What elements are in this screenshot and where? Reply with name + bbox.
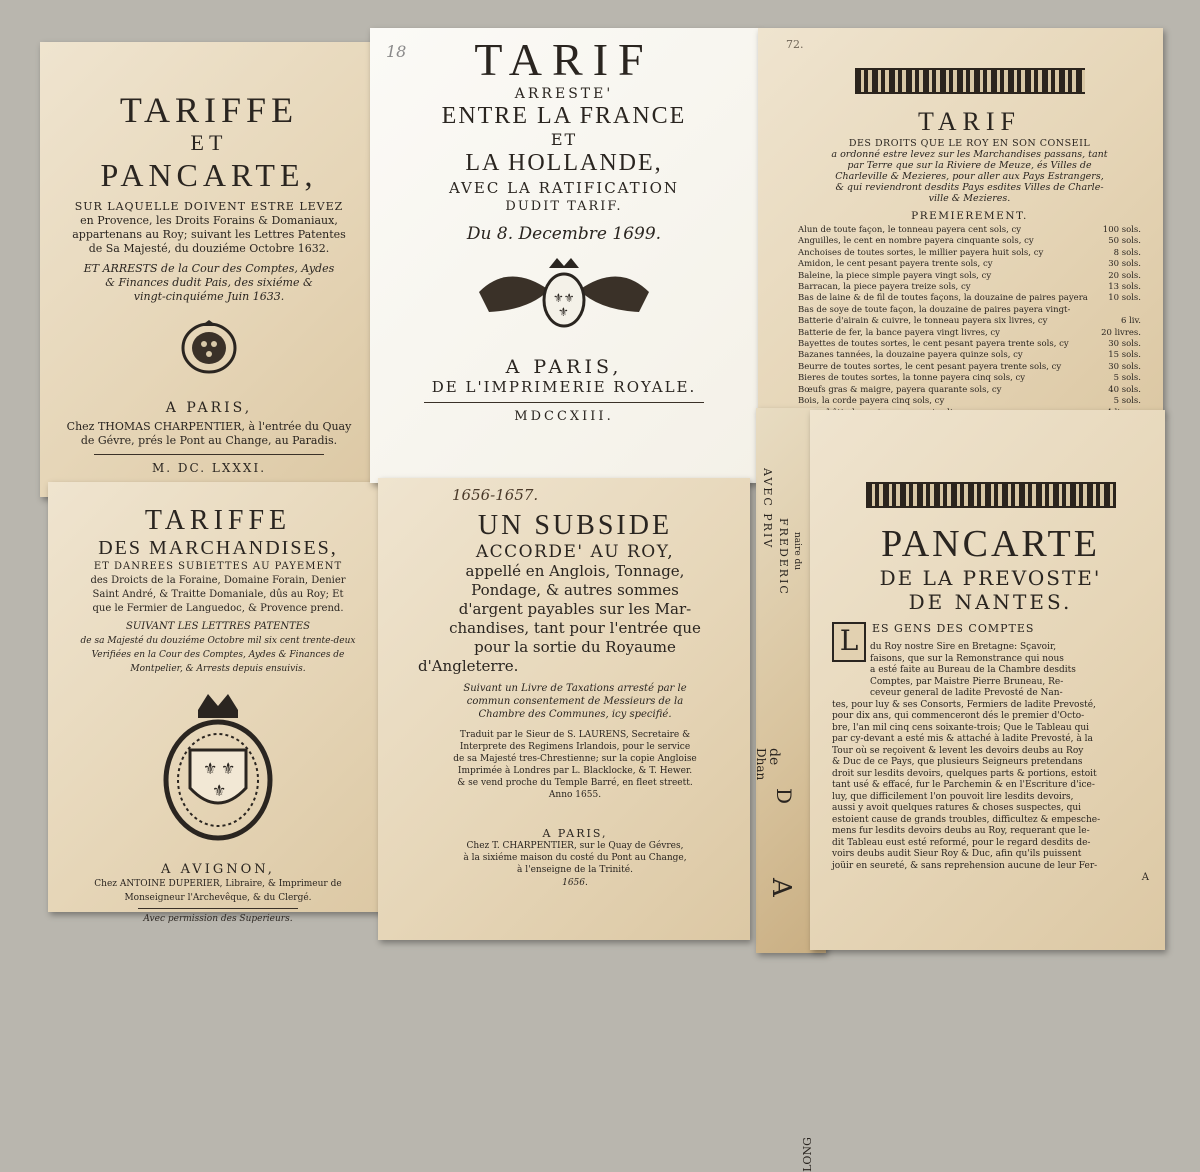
doc4-permission: Avec permission des Superieurs.: [143, 914, 293, 924]
doc1-line-7: vingt-cinquiéme Juin 1633.: [133, 290, 285, 303]
tariff-value: 40 sols.: [1108, 384, 1141, 395]
doc5-title-1: UN SUBSIDE: [477, 510, 673, 541]
doc2-title-5: LA HOLLANDE,: [465, 150, 663, 176]
doc4-printer-1: Chez ANTOINE DUPERIER, Libraire, & Imprimeur de: [94, 879, 342, 889]
doc1-line-1: SUR LAQUELLE DOIVENT ESTRE LEVEZ: [74, 200, 344, 213]
body-line: estoient cause de grands troubles, difficultez & empesche-: [832, 814, 1101, 825]
tariff-row: [798, 350, 1141, 361]
doc3-line-3: par Terre que sur la Riviere de Meuze, és Villes de: [847, 160, 1092, 171]
tariff-row: [798, 396, 1141, 407]
tariff-row: [798, 373, 1141, 384]
doc2-city: A PARIS,: [505, 356, 623, 378]
tariff-item: Bayettes de toutes sortes, le cent pesant payera trente sols, cy: [798, 339, 1069, 350]
body-line: & Duc de ce Pays, que plusieurs Seigneurs pretendans: [832, 757, 1083, 767]
body-line: du Roy nostre Sire en Bretagne: Sçavoir,: [870, 642, 1057, 652]
doc1-line-6: & Finances dudit Pais, des sixiéme &: [105, 276, 313, 289]
body-line: mens fur lesdits devoirs deubs au Roy, requerant que le-: [832, 826, 1090, 836]
doc5-trans-6: Anno 1655.: [548, 790, 602, 800]
doc1-line-2: en Provence, les Droits Forains & Domaniaux,: [80, 214, 338, 227]
tariff-row: [798, 248, 1141, 259]
doc1-title-2: ET: [190, 130, 228, 155]
doc2-title-4: ET: [550, 130, 578, 149]
doc4-line-1: ET DANREES SUBIETTES AU PAYEMENT: [93, 561, 343, 572]
doc3-line-1: DES DROITS QUE LE ROY EN SON CONSEIL: [848, 138, 1091, 149]
doc7-body-text: [832, 642, 1149, 872]
tariff-row: [798, 271, 1141, 282]
doc2-rule: [424, 402, 704, 403]
tariff-value: 20 livres.: [1101, 327, 1141, 338]
tariff-row: [798, 328, 1141, 339]
royal-crest-icon: [158, 688, 278, 848]
doc5-title-2: ACCORDE' AU ROY,: [475, 542, 675, 562]
doc3-line-2: a ordonné estre levez sur les Marchandises passans, tant: [831, 149, 1108, 160]
doc2-margin-note: 18: [386, 42, 407, 61]
doc4-line-6: de sa Majesté du douziéme Octobre mil six cent trente-deux: [80, 636, 356, 646]
doc2-title-6: AVEC LA RATIFICATION: [448, 179, 680, 197]
document-tariffe-marchandises: [48, 482, 388, 924]
tariff-item: Bas de soye de toute façon, la douzaine de paires payera vingt-: [798, 304, 1071, 315]
doc2-year: MDCCXIII.: [514, 409, 614, 424]
doc5-printer-2: à la sixiéme maison du costé du Pont au Change,: [463, 853, 687, 863]
tariff-row: [798, 293, 1141, 304]
body-line: par cy-devant a esté mis & attaché à ladite Prevosté, à la: [832, 734, 1093, 744]
doc5-city: A PARIS,: [542, 827, 608, 840]
doc5-line-2: Pondage, & autres sommes: [471, 581, 679, 599]
tariff-item: Alun de toute façon, le tonneau payera cent sols, cy: [798, 225, 1022, 235]
tariff-row: [798, 385, 1141, 396]
doc7-drop-cap: L: [832, 622, 866, 662]
tariff-row: [798, 305, 1141, 316]
document-un-subside: [378, 478, 750, 940]
doc5-year: 1656.: [562, 878, 588, 888]
doc3-heading: PREMIEREMENT.: [911, 210, 1028, 222]
doc5-line-4: chandises, tant pour l'entrée que: [449, 619, 701, 637]
tariff-item: Amidon, le cent pesant payera trente sols, cy: [798, 259, 993, 270]
tariff-item: Bazanes tannées, la douzaine payera quinze sols, cy: [798, 350, 1023, 361]
tariff-item: Baleine, la piece simple payera vingt sols, cy: [798, 270, 992, 281]
doc4-line-4: que le Fermier de Languedoc, & Provence prend.: [92, 603, 344, 614]
doc4-city: A AVIGNON,: [161, 862, 275, 877]
tariff-row: [798, 362, 1141, 373]
doc6-spine-text-4: LONG: [800, 1137, 814, 1172]
doc4-line-5: SUIVANT LES LETTRES PATENTES: [126, 621, 310, 632]
svg-text:⚜: ⚜: [212, 781, 227, 800]
doc4-line-8: Montpelier, & Arrests depuis ensuivis.: [130, 664, 306, 674]
doc4-rule: [138, 908, 298, 909]
body-line: Tour où se reçoivent & levent les devoirs deubs au Roy: [832, 745, 1084, 756]
tariff-value: 6 liv.: [1120, 316, 1141, 327]
doc3-ornamental-border: [855, 68, 1085, 94]
doc4-printer-2: Monseigneur l'Archevêque, & du Clergé.: [124, 893, 312, 903]
doc5-trans-4: Imprimée à Londres par L. Blacklocke, & T. Hewer.: [457, 766, 693, 776]
tariff-item: Bieres de toutes sortes, la tonne payera cinq sols, cy: [798, 373, 1026, 384]
doc5-line-1: appellé en Anglois, Tonnage,: [465, 562, 685, 580]
body-line: faisons, que sur la Remonstrance qui nous: [870, 653, 1064, 664]
tariff-row: [798, 236, 1141, 247]
tariff-item: Anchoises de toutes sortes, le millier payera huit sols, cy: [798, 247, 1044, 258]
angels-crest-icon: [469, 252, 659, 342]
body-line: a esté faite au Bureau de la Chambre desdits: [870, 665, 1076, 675]
body-line: pour dix ans, qui commenceront dés le premier d'Octo-: [832, 711, 1085, 721]
tariff-row: [798, 259, 1141, 270]
body-line: bre, l'an mil cinq cens soixante-trois; Que le Tableau qui: [832, 722, 1090, 733]
doc6-spine-text-5: de: [766, 748, 782, 766]
tariff-value: 5 sols.: [1113, 396, 1141, 407]
body-line: tant usé & effacé, fur le Parchemin & en l'Escriture d'ice-: [832, 780, 1095, 790]
tariff-item: Bois, la corde payera cinq sols, cy: [798, 396, 945, 407]
doc1-city: A PARIS,: [165, 400, 253, 416]
body-line: ceveur general de ladite Prevosté de Nan-: [870, 688, 1063, 698]
doc6-spine-text-2: FREDERIC: [777, 518, 790, 596]
doc5-sub-2: commun consentement de Messieurs de la: [466, 696, 684, 707]
tariff-item: Anguilles, le cent en nombre payera cinquante sols, cy: [798, 236, 1034, 247]
svg-text:⚜: ⚜: [558, 305, 569, 319]
doc1-line-5: ET ARRESTS de la Cour des Comptes, Aydes: [83, 262, 335, 275]
doc2-date: Du 8. Decembre 1699.: [466, 224, 662, 244]
doc5-trans-3: de sa Majesté tres-Chrestienne; sur la copie Angloise: [453, 754, 697, 764]
tariff-value: 20 sols.: [1108, 270, 1141, 281]
doc1-line-4: de Sa Majesté, du douziéme Octobre 1632.: [88, 242, 330, 255]
tariff-value: 10 sols.: [1108, 293, 1141, 304]
svg-text:⚜: ⚜: [221, 759, 236, 778]
doc7-first-line: ES GENS DES COMPTES: [872, 622, 1035, 635]
doc2-title-3: ENTRE LA FRANCE: [441, 103, 687, 129]
doc4-line-2: des Droicts de la Foraine, Domaine Forain, Denier: [90, 575, 346, 586]
svg-text:⚜: ⚜: [203, 759, 218, 778]
doc5-line-3: d'argent payables sur les Mar-: [458, 600, 692, 618]
doc5-sub-3: Chambre des Communes, icy specifié.: [478, 709, 672, 720]
document-pancarte-nantes: [810, 410, 1165, 950]
doc4-title-1: TARIFFE: [144, 505, 292, 536]
doc1-printer-1: Chez THOMAS CHARPENTIER, à l'entrée du Quay: [66, 420, 352, 433]
doc2-title-2: ARRESTE': [514, 86, 614, 102]
doc7-ornamental-border: [866, 482, 1116, 508]
doc3-line-5: & qui reviendront desdits Pays esdites Villes de Charle-: [835, 182, 1104, 193]
tariff-row: [798, 316, 1141, 327]
tariff-item: Barracan, la piece payera treize sols, cy: [798, 282, 971, 293]
body-line: Comptes, par Maistre Pierre Bruneau, Re-: [870, 676, 1064, 687]
tariff-value: 30 sols.: [1108, 259, 1141, 270]
doc5-line-6: d'Angleterre.: [418, 657, 519, 675]
doc4-title-2: DES MARCHANDISES,: [98, 537, 338, 559]
tariff-row: [798, 339, 1141, 350]
doc3-page-number: 72.: [786, 38, 804, 51]
doc7-catchword: A: [1141, 872, 1149, 883]
doc1-year: M. DC. LXXXI.: [151, 461, 267, 475]
doc4-line-7: Verifiées en la Cour des Comptes, Aydes & Finances de: [91, 650, 345, 660]
doc1-printer-2: de Gévre, prés le Pont au Change, au Paradis.: [80, 434, 338, 447]
document-tarif-france-hollande: [370, 28, 758, 483]
doc3-line-6: ville & Mezieres.: [928, 193, 1011, 204]
tariff-value: 5 sols.: [1113, 373, 1141, 384]
doc5-printer-3: à l'enseigne de la Trinité.: [517, 865, 633, 875]
tariff-value: 30 sols.: [1108, 361, 1141, 372]
doc6-spine-text-7: A: [766, 878, 796, 897]
doc2-title-1: TARIF: [474, 34, 654, 85]
tariff-value: 8 sols.: [1113, 247, 1141, 258]
tariff-row: [798, 282, 1141, 293]
tariff-value: 15 sols.: [1108, 350, 1141, 361]
tariff-item: Batterie de fer, la bance payera vingt livres, cy: [798, 327, 1000, 338]
document-tarif-meuze: [758, 28, 1163, 413]
doc5-line-5: pour la sortie du Royaume: [474, 638, 676, 656]
body-line: joüir en seureté, & sans reprehension aucune de leur Fer-: [832, 860, 1098, 871]
doc5-sub-1: Suivant un Livre de Taxations arresté par le: [463, 683, 687, 694]
doc2-title-7: DUDIT TARIF.: [505, 199, 623, 214]
doc5-printer-1: Chez T. CHARPENTIER, sur le Quay de Gévres,: [466, 841, 684, 851]
doc1-line-3: appartenans au Roy; suivant les Lettres Patentes: [72, 228, 346, 241]
doc7-title-3: DE NANTES.: [908, 590, 1073, 614]
doc6-spine-text-8: D: [772, 788, 796, 805]
doc1-title-3: PANCARTE,: [100, 157, 318, 193]
doc3-title: TARIF: [917, 107, 1022, 136]
tariff-value: 13 sols.: [1108, 282, 1141, 293]
body-line: tes, pour luy & ses Consorts, Fermiers de ladite Prevosté,: [832, 699, 1096, 710]
doc1-title-1: TARIFFE: [119, 90, 299, 130]
svg-text:⚜⚜: ⚜⚜: [553, 291, 575, 305]
tariff-row: [798, 225, 1141, 236]
doc5-trans-5: & se vend proche du Temple Barré, en fleet streett.: [457, 778, 693, 788]
body-line: droit sur lesdits devoirs, quelques parts & portions, estoit: [832, 768, 1097, 779]
tariff-item: Batterie d'airain & cuivre, le tonneau payera six livres, cy: [798, 316, 1048, 327]
doc2-printer: DE L'IMPRIMERIE ROYALE.: [431, 378, 697, 396]
coat-of-arms-icon: [179, 316, 239, 376]
body-line: aussi y avoit quelques ratures & choses suspectes, qui: [832, 803, 1082, 813]
doc6-spine-text-3: naire du: [792, 532, 802, 571]
body-line: voirs deubs audit Sieur Roy & Duc, afin qu'ils puissent: [832, 849, 1082, 859]
body-line: dit Tableau eust esté reformé, pour le regard desdits de-: [832, 837, 1091, 848]
tariff-item: Beurre de toutes sortes, le cent pesant payera trente sols, cy: [798, 361, 1062, 372]
doc5-trans-1: Traduit par le Sieur de S. LAURENS, Secretaire &: [459, 730, 691, 740]
tariff-item: Bœufs gras & maigre, payera quarante sols, cy: [798, 384, 1002, 395]
body-line: luy, que difficilement l'on pouvoit lire lesdits devoirs,: [832, 791, 1074, 802]
doc5-trans-2: Interprete des Regimens Irlandois, pour le service: [459, 742, 691, 752]
doc6-spine-text-1: AVEC PRIV: [761, 468, 774, 550]
document-tariffe-pancarte: [40, 42, 378, 497]
doc5-handwritten-date: 1656-1657.: [452, 486, 539, 504]
tariff-item: Bas de laine & de fil de toutes façons, la douzaine de paires payera: [798, 293, 1088, 304]
doc3-line-4: Charleville & Mezieres, pour aller aux Pays Estrangers,: [835, 171, 1104, 182]
doc7-title-2: DE LA PREVOSTE': [879, 566, 1102, 590]
tariff-value: 50 sols.: [1108, 236, 1141, 247]
tariff-value: 30 sols.: [1108, 339, 1141, 350]
tariff-value: 100 sols.: [1102, 225, 1141, 235]
doc1-rule: [94, 454, 324, 455]
doc6-spine-text-6: Dhan: [754, 748, 768, 781]
doc7-title-1: PANCARTE: [881, 523, 1100, 565]
doc4-line-3: Saint André, & Traitte Domaniale, dûs au Roy; Et: [92, 589, 344, 600]
